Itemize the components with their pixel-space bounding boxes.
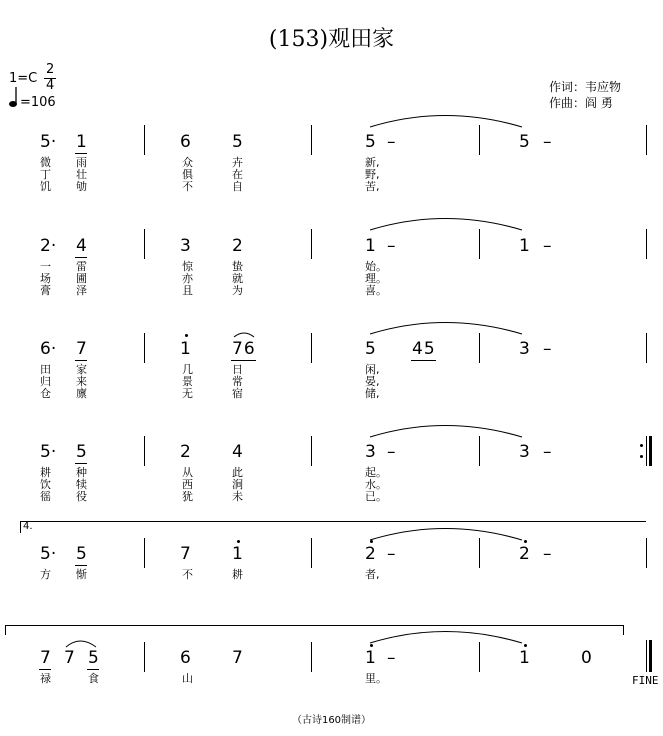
- dash: –: [387, 544, 396, 564]
- note: 5: [232, 132, 243, 152]
- lyric: 从: [182, 466, 193, 479]
- note: 5·: [40, 544, 57, 564]
- lyric: 已。: [365, 490, 387, 503]
- note: 2: [365, 544, 376, 564]
- lyric: 食: [88, 672, 99, 685]
- tie: [370, 116, 522, 128]
- note: 4: [76, 236, 87, 256]
- note: 3: [519, 442, 530, 462]
- note: 3: [365, 442, 376, 462]
- note: 1: [365, 236, 376, 256]
- lyric: 闲,: [365, 363, 380, 376]
- note: 1: [519, 236, 530, 256]
- note: 5: [519, 132, 530, 152]
- time-signature-bottom: 4: [46, 78, 55, 93]
- note: 7: [232, 648, 243, 668]
- lyric: 自: [232, 180, 243, 193]
- tie: [370, 323, 522, 335]
- lyric: 亦: [182, 272, 193, 285]
- lyric: 俱: [182, 168, 193, 181]
- note: 1: [519, 648, 530, 668]
- lyric: 圃: [76, 272, 87, 285]
- lyric: 野,: [365, 168, 380, 181]
- lyric: 饥: [40, 180, 51, 193]
- lyric: 归: [40, 375, 51, 388]
- lyric: 众: [182, 156, 193, 169]
- lyric: 山: [182, 672, 193, 685]
- lyric: 惊: [182, 260, 193, 273]
- note: 2·: [40, 236, 57, 256]
- dash: –: [387, 442, 396, 462]
- lyric: 此: [232, 466, 243, 479]
- note: 3: [180, 236, 191, 256]
- lyric: 饮: [40, 478, 51, 491]
- note: 76: [232, 339, 256, 359]
- note: 5: [365, 339, 376, 359]
- tempo-marking: =106: [20, 95, 56, 110]
- note: 4: [232, 442, 243, 462]
- lyric: 场: [40, 272, 51, 285]
- note: 5: [88, 648, 99, 668]
- note: 5: [76, 544, 87, 564]
- note: 1: [232, 544, 243, 564]
- lyric: 种: [76, 466, 87, 479]
- lyric: 喜。: [365, 284, 387, 297]
- note: 0: [581, 648, 592, 668]
- tie: [370, 426, 522, 438]
- note: 5·: [40, 132, 57, 152]
- tie: [370, 219, 522, 231]
- lyric: 惭: [76, 568, 87, 581]
- lyric: 犊: [76, 478, 87, 491]
- note: 7: [76, 339, 87, 359]
- lyric: 家: [76, 363, 87, 376]
- lyric: 景: [182, 375, 193, 388]
- lyric: 耕: [40, 466, 51, 479]
- lyric: 役: [76, 490, 87, 503]
- lyric: 丁: [40, 168, 51, 181]
- lyric: 方: [40, 568, 51, 581]
- dash: –: [387, 132, 396, 152]
- lyric: 来: [76, 375, 87, 388]
- lyric: 雷: [76, 260, 87, 273]
- note: 5: [76, 442, 87, 462]
- lyric: 涧: [232, 478, 243, 491]
- lyric: 日: [232, 363, 243, 376]
- lyric: 犹: [182, 490, 193, 503]
- note: 2: [180, 442, 191, 462]
- lyric: 微: [40, 156, 51, 169]
- lyric: 耕: [232, 568, 243, 581]
- lyric: 苦,: [365, 180, 380, 193]
- lyric: 就: [232, 272, 243, 285]
- lyric: 晏,: [365, 375, 380, 388]
- key-signature: 1=C: [9, 71, 38, 86]
- fine-mark: FINE: [632, 674, 659, 687]
- footer-note: （古诗160制谱）: [291, 715, 372, 726]
- composer-credit: 作曲：阎 勇: [549, 96, 613, 110]
- lyric: 在: [232, 168, 243, 181]
- note: 7: [64, 648, 75, 668]
- dash: –: [387, 648, 396, 668]
- lyric: 不: [182, 568, 193, 581]
- lyric: 禄: [40, 672, 51, 685]
- lyric: 为: [232, 284, 243, 297]
- note: 1: [76, 132, 87, 152]
- lyric: 无: [182, 387, 193, 400]
- dash: –: [543, 339, 552, 359]
- tie: [370, 632, 522, 644]
- lyric: 仓: [40, 387, 51, 400]
- note: 3: [519, 339, 530, 359]
- lyric: 始。: [365, 260, 387, 273]
- tie: [370, 529, 522, 541]
- slur: [66, 641, 96, 647]
- dash: –: [387, 236, 396, 256]
- lyric: 宿: [232, 387, 243, 400]
- lyric: 理。: [365, 272, 387, 285]
- lyric: 一: [40, 260, 51, 273]
- lyric: 未: [232, 490, 243, 503]
- lyric: 几: [182, 363, 193, 376]
- lyric: 田: [40, 363, 51, 376]
- lyric: 新,: [365, 156, 380, 169]
- lyric: 膏: [40, 284, 51, 297]
- note: 6·: [40, 339, 57, 359]
- note: 7: [40, 648, 51, 668]
- dash: –: [543, 132, 552, 152]
- note: 45: [412, 339, 436, 359]
- note: 6: [180, 648, 191, 668]
- time-signature-top: 2: [46, 62, 55, 77]
- lyricist-credit: 作词：韦应物: [549, 80, 622, 94]
- note: 5: [365, 132, 376, 152]
- note: 7: [180, 544, 191, 564]
- lyric: 不: [182, 180, 193, 193]
- slur: [234, 333, 254, 337]
- dash: –: [543, 236, 552, 256]
- lyric: 西: [182, 478, 193, 491]
- note: 1: [365, 648, 376, 668]
- lyric: 起。: [365, 466, 387, 479]
- lyric: 水。: [365, 478, 387, 491]
- note: 1: [180, 339, 191, 359]
- note: 2: [519, 544, 530, 564]
- lyric: 者,: [365, 568, 380, 581]
- lyric: 且: [182, 284, 193, 297]
- note: 5·: [40, 442, 57, 462]
- lyric: 廪: [76, 387, 87, 400]
- ending-number: 4.: [23, 521, 33, 532]
- note: 6: [180, 132, 191, 152]
- lyric: 蛰: [232, 260, 243, 273]
- lyric: 里。: [365, 672, 387, 685]
- lyric: 储,: [365, 387, 380, 400]
- dash: –: [543, 442, 552, 462]
- dash: –: [543, 544, 552, 564]
- lyric: 雨: [76, 156, 87, 169]
- lyric: 常: [232, 375, 243, 388]
- lyric: 徭: [40, 490, 51, 503]
- note: 2: [232, 236, 243, 256]
- lyric: 泽: [76, 284, 87, 297]
- lyric: 劬: [76, 180, 87, 193]
- lyric: 卉: [232, 156, 243, 169]
- page-title: (153)观田家: [268, 27, 395, 52]
- lyric: 壮: [76, 168, 87, 181]
